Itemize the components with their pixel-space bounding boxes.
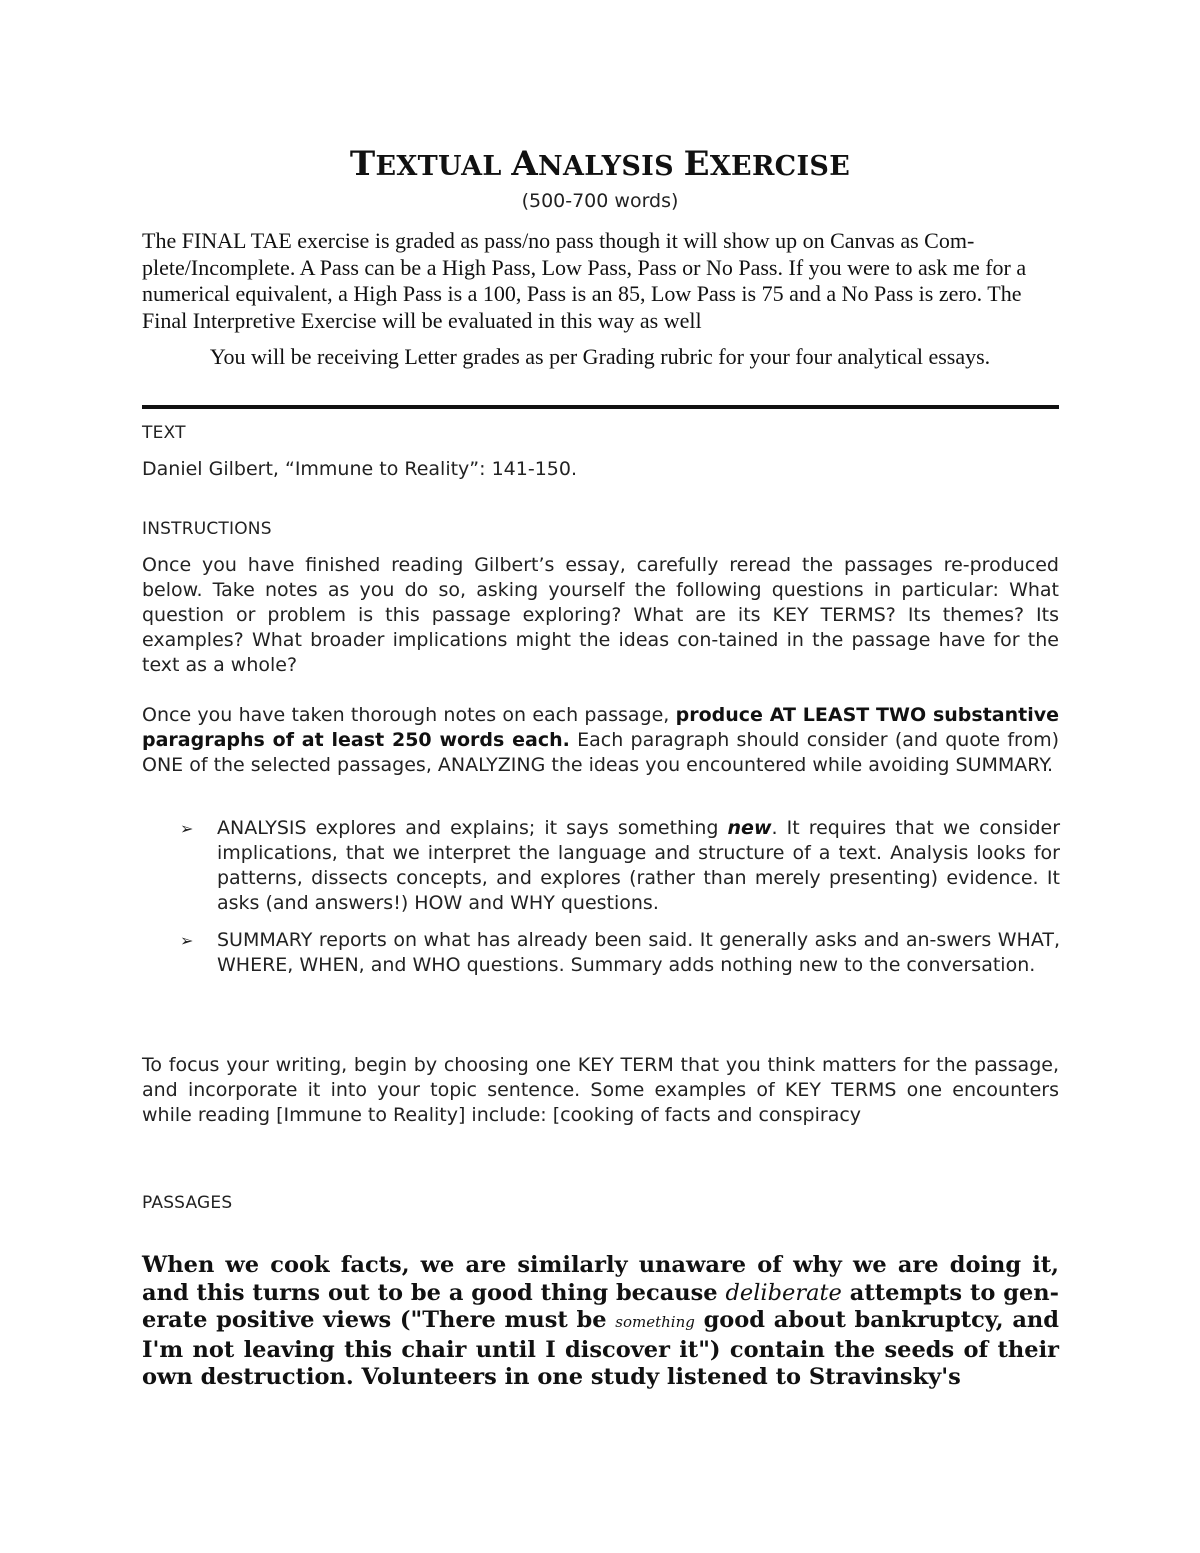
instructions-paragraph-2 — [142, 703, 1059, 778]
instructions-paragraph-1: Once you have finished reading Gilbert’s essay, carefully reread the passages re-produced below. Take notes as you do so, asking yourself the following questions in particular: What question or problem is this passage exploring? What are its KEY TERMS? Its themes? Its examples? What broader implications might the ideas con-tained in the passage have for the text as a whole? — [142, 554, 1059, 676]
bullet-text: . It requires that we consider implications, that we interpret the language and structure of a text. Analysis looks for patterns, dissects concepts, and explores (rather than merely presenting) evidence. It asks (and answers!) HOW and WHY questions. — [217, 817, 1061, 914]
passage-text: attempts to gen-erate positive views ("There must be — [142, 1279, 1059, 1333]
bullet-emphasis: new — [727, 817, 772, 839]
title-part: XERCISE — [709, 151, 851, 182]
bullet-text: ANALYSIS explores and explains; it says something — [217, 817, 728, 839]
document-title — [0, 144, 1200, 184]
arrow-bullet-icon: ➢ — [180, 931, 194, 950]
title-initial: T — [349, 144, 376, 184]
text-heading: TEXT — [142, 423, 186, 443]
list-item-summary — [180, 928, 1060, 978]
horizontal-divider — [142, 405, 1059, 409]
title-initial: E — [683, 144, 710, 184]
instructions-heading: INSTRUCTIONS — [142, 519, 272, 539]
paragraph-emphasis: produce AT LEAST TWO substantive paragraphs of at least 250 words each. — [142, 704, 1060, 751]
passages-heading: PASSAGES — [142, 1193, 233, 1213]
title-part: EXTUAL — [375, 151, 512, 182]
title-initial: A — [511, 144, 538, 184]
text-citation: Daniel Gilbert, “Immune to Reality”: 141-150. — [142, 458, 578, 480]
title-part: NALYSIS — [538, 151, 684, 182]
paragraph-text: Each paragraph should consider (and quote from) ONE of the selected passages, ANALYZING the ideas you encountered while avoiding SUMMARY. — [142, 729, 1059, 776]
word-count-subtitle: (500-700 words) — [521, 190, 679, 212]
passage-text: good about bankruptcy, and I'm not leaving this chair until I discover it") contain the seeds of their own destruction. Volunteers in one study listened to Stravinsky's — [142, 1307, 1059, 1390]
passage-emphasis: deliberate — [725, 1279, 842, 1306]
bullet-text: SUMMARY reports on what has already been said. It generally asks and an-swers WHAT, WHERE, WHEN, and WHO questions. Summary adds nothing new to the conversation. — [217, 929, 1060, 976]
instructions-paragraph-3: To focus your writing, begin by choosing one KEY TERM that you think matters for the passage, and incorporate it into your topic sentence. Some examples of KEY TERMS one encounters while reading [Immune to Reality] include: [cooking of facts and conspiracy — [142, 1054, 1059, 1126]
passage-quote — [142, 1252, 1059, 1392]
passage-text: When we cook facts, we are similarly unaware of why we are doing it, and this turns out to be a good thing because — [142, 1252, 1059, 1306]
passage-emphasis-small: something — [615, 1313, 695, 1331]
grades-note: You will be receiving Letter grades as per Grading rubric for your four analytical essays. — [209, 344, 991, 369]
bullet-list — [180, 816, 1060, 990]
arrow-bullet-icon: ➢ — [180, 819, 194, 838]
paragraph-text: Once you have taken thorough notes on each passage, — [142, 704, 676, 726]
list-item-analysis — [180, 816, 1060, 916]
grading-intro-paragraph: The FINAL TAE exercise is graded as pass/no pass though it will show up on Canvas as Com-plete/Incomplete. A Pass can be a High Pass, Low Pass, Pass or No Pass. If you were to ask me for a numerical equivalent, a High Pass is a 100, Pass is an 85, Low Pass is 75 and a No Pass is zero. The Final Interpretive Exercise will be evaluated in this way as well — [142, 228, 1027, 333]
